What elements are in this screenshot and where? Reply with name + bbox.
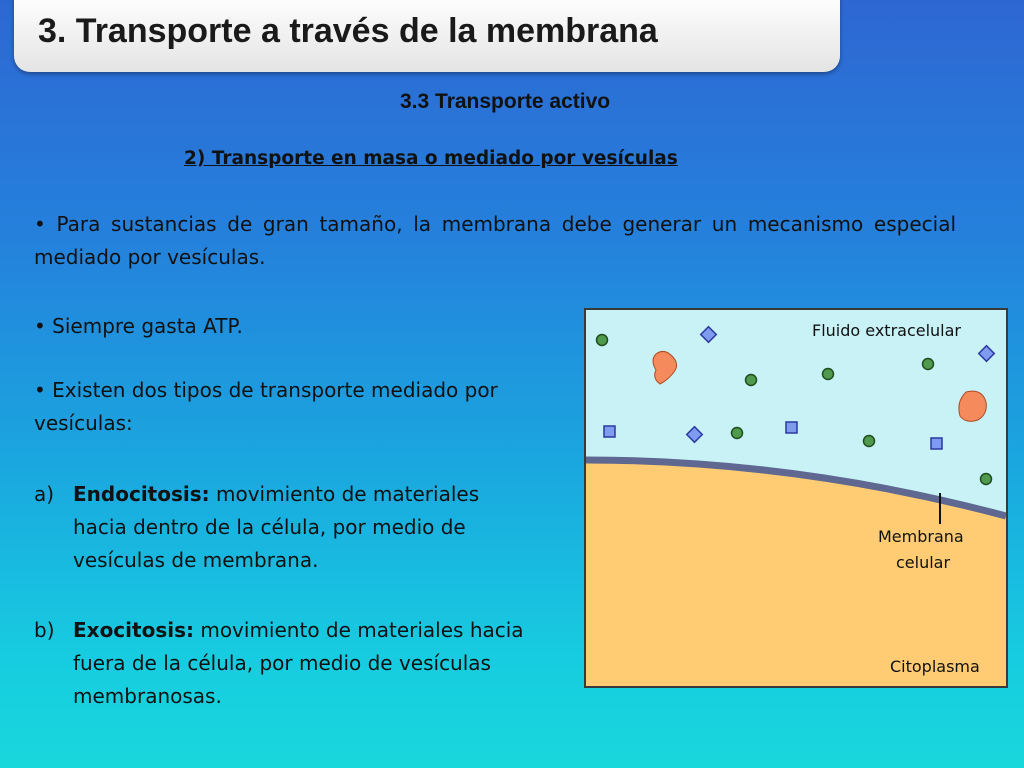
green-particle xyxy=(981,474,992,485)
item-term: Exocitosis: xyxy=(73,618,194,642)
slide-subtitle: 3.3 Transporte activo xyxy=(400,90,611,113)
green-particle xyxy=(864,436,875,447)
orange-particle xyxy=(959,391,986,421)
slide-title: 3. Transporte a través de la membrana xyxy=(38,12,658,50)
membrane-diagram xyxy=(584,308,1008,688)
section-heading: 2) Transporte en masa o mediado por vesículas xyxy=(184,148,678,169)
bullet-mark: • xyxy=(34,378,46,402)
green-particle xyxy=(732,428,743,439)
list-item-exocitosis xyxy=(34,614,534,713)
item-text: movimiento de materiales hacia fuera de la célula, por medio de vesículas membranosas. xyxy=(73,618,524,708)
blue-particle xyxy=(604,426,615,437)
item-term: Endocitosis: xyxy=(73,482,210,506)
bullet-mark: • xyxy=(34,212,46,236)
bullet-atp xyxy=(34,310,243,343)
item-text: movimiento de materiales hacia dentro de la célula, por medio de vesículas de membrana. xyxy=(73,482,480,572)
blue-particle xyxy=(931,438,942,449)
label-membrane-line2: celular xyxy=(896,553,951,572)
bullet-text: Para sustancias de gran tamaño, la membrana debe generar un mecanismo especial mediado por vesículas. xyxy=(34,212,957,269)
item-marker: b) xyxy=(34,618,55,642)
blue-particle xyxy=(786,422,797,433)
membrane-diagram-svg xyxy=(586,310,1006,686)
green-particle xyxy=(923,359,934,370)
bullet-large-substances xyxy=(34,208,956,274)
green-particle xyxy=(597,335,608,346)
bullet-text: Existen dos tipos de transporte mediado por vesículas: xyxy=(34,378,498,435)
item-marker: a) xyxy=(34,482,55,506)
bullet-mark: • xyxy=(34,314,46,338)
green-particle xyxy=(746,375,757,386)
label-extracellular: Fluido extracelular xyxy=(812,321,962,340)
bullet-two-types xyxy=(34,374,574,440)
label-membrane-line1: Membrana xyxy=(878,527,964,546)
bullet-text: Siempre gasta ATP. xyxy=(52,314,243,338)
green-particle xyxy=(823,369,834,380)
list-item-endocitosis xyxy=(34,478,534,577)
label-cytoplasm: Citoplasma xyxy=(890,657,980,676)
